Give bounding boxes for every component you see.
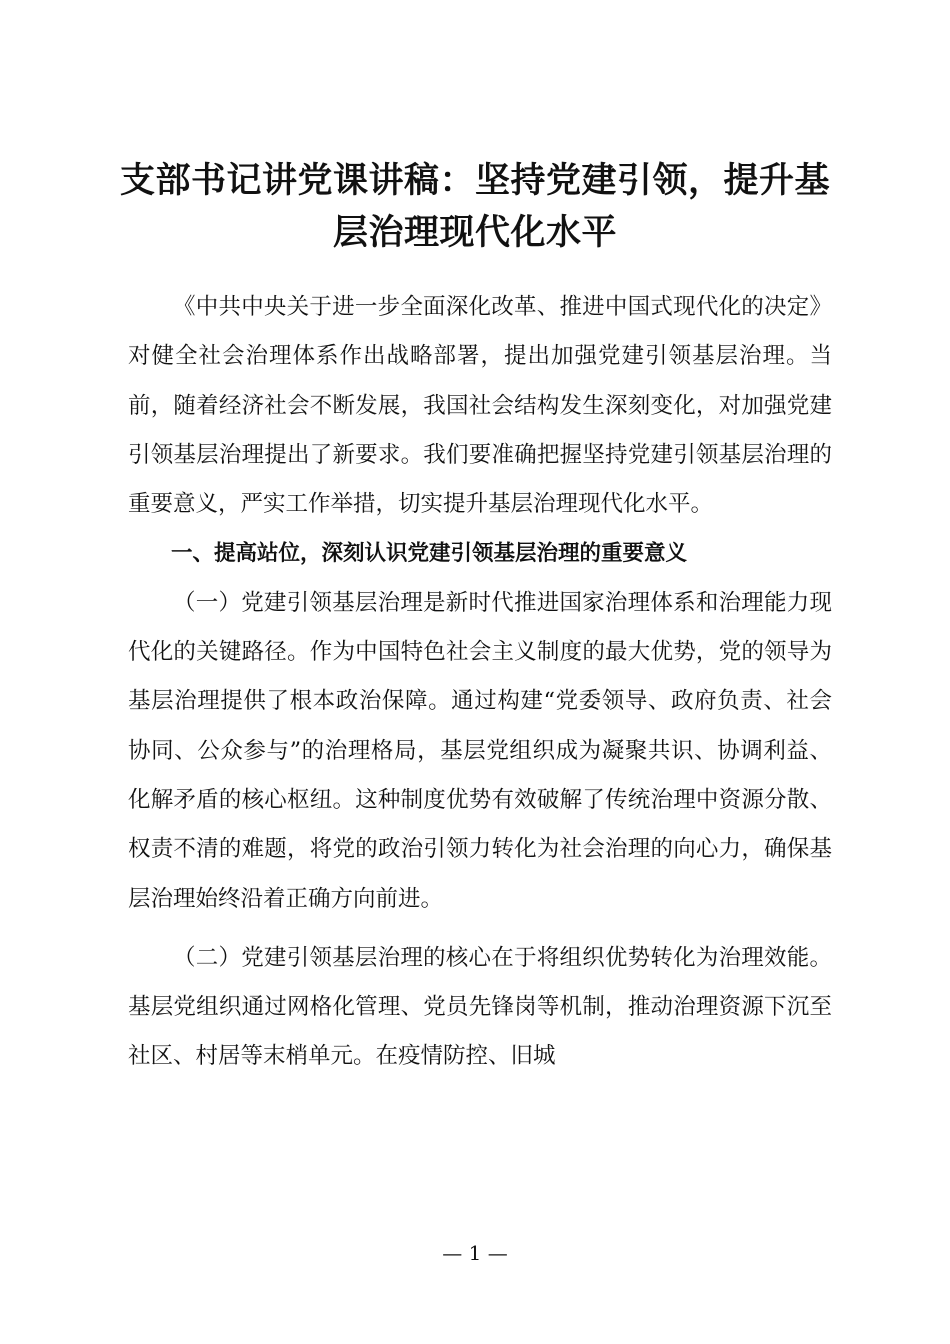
body-paragraph: （二）党建引领基层治理的核心在于将组织优势转化为治理效能。基层党组织通过网格化管理、党员先锋岗等机制，推动治理资源下沉至社区、村居等末梢单元。在疫情防控、旧城 [128,944,832,1070]
title-line-2: 层治理现代化水平 [332,213,617,253]
title-line-1: 支部书记讲党课讲稿：坚持党建引领，提升基 [119,161,830,201]
body-paragraph: （一）党建引领基层治理是新时代推进国家治理体系和治理能力现代化的关键路径。作为中国特色社会主义制度的最大优势，党的领导为基层治理提供了根本政治保障。通过构建“党委领导、政府负责、社会协同、公众参与”的治理格局，基层党组织成为凝聚共识、协调利益、化解矛盾的核心枢纽。这种制度优势有效破解了传统治理中资源分散、权责不清的难题，将党的政治引领力转化为社会治理的向心力，确保基层治理始终沿着正确方向前进。 [128,589,832,912]
page-number: — 1 — [442,1241,508,1265]
intro-paragraph: 《中共中央关于进一步全面深化改革、推进中国式现代化的决定》对健全社会治理体系作出战略部署，提出加强党建引领基层治理。当前，随着经济社会不断发展，我国社会结构发生深刻变化，对加强党建引领基层治理提出了新要求。我们要准确把握坚持党建引领基层治理的重要意义，严实工作举措，切实提升基层治理现代化水平。 [128,294,832,518]
document-body [128,283,832,1082]
document-title [110,155,840,259]
section-heading-1: 一、提高站位，深刻认识党建引领基层治理的重要意义 [171,541,688,567]
